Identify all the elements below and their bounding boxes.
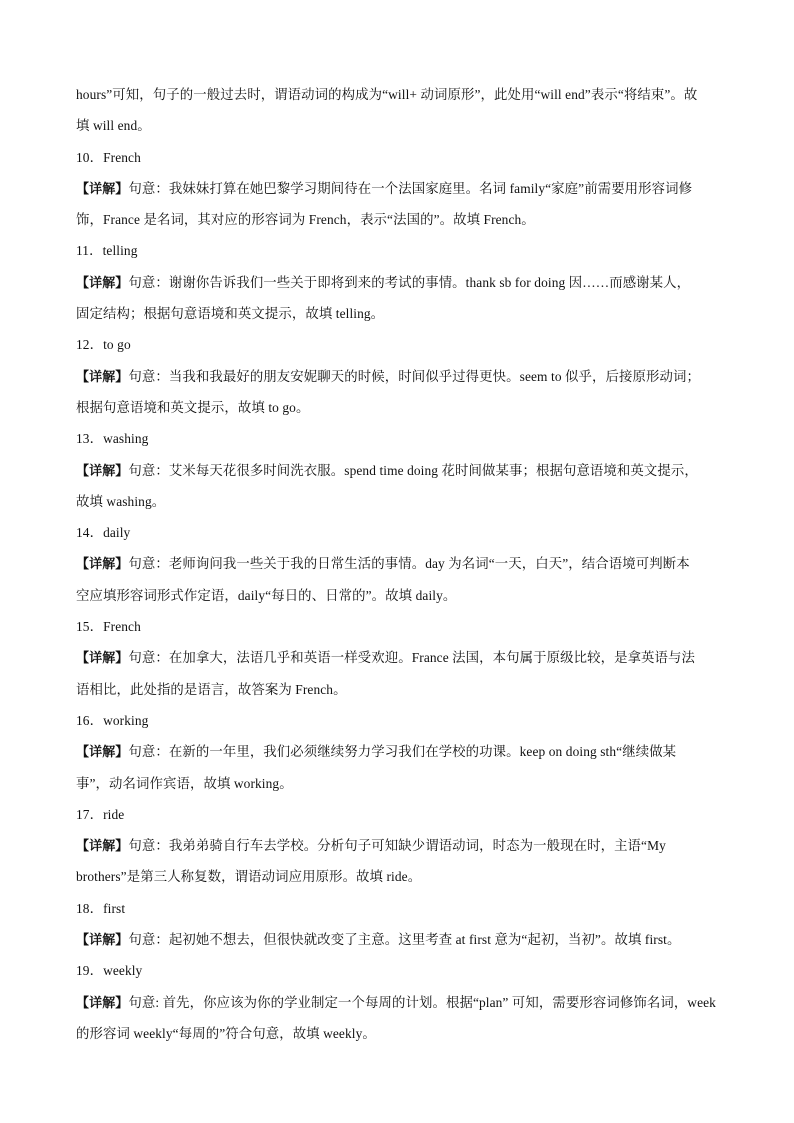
detail-tag: 【详解】 [76, 369, 129, 385]
explanation-15-line-2: 语相比，此处指的是语言，故答案为 French。 [76, 681, 347, 697]
answer-17: 17．ride [76, 806, 125, 822]
explanation-11-line-1 [76, 267, 718, 298]
detail-tag: 【详解】 [76, 463, 129, 479]
explanation-17-line-2: brothers”是第三人称复数，谓语动词应用原形。故填 ride。 [76, 869, 422, 885]
explanation-text: 句意：老师询问我一些关于我的日常生活的事情。day 为名词“一天，白天”，结合语境可判断本 [128, 556, 690, 572]
explanation-12-line-1 [76, 361, 718, 392]
detail-tag: 【详解】 [76, 933, 129, 949]
detail-tag: 【详解】 [76, 181, 129, 197]
answer-explanations [76, 79, 718, 1049]
explanation-14-line-1 [76, 548, 718, 579]
explanation-11-line-2: 固定结构；根据句意语境和英文提示，故填 telling。 [76, 306, 385, 322]
detail-tag: 【详解】 [76, 275, 129, 291]
explanation-text: 句意：艾米每天花很多时间洗衣服。spend time doing 花时间做某事；根据句意语境和英文提示， [128, 462, 698, 478]
explanation-text: 句意: 首先，你应该为你的学业制定一个每周的计划。根据“plan” 可知，需要形容词修饰名词，week [128, 994, 716, 1010]
explanation-text: 句意：起初她不想去，但很快就改变了主意。这里考查 at first 意为“起初，当初”。故填 first。 [128, 932, 681, 948]
explanation-13-line-1 [76, 455, 718, 486]
explanation-12-line-2: 根据句意语境和英文提示，故填 to go。 [76, 399, 310, 415]
answer-12: 12．to go [76, 337, 131, 353]
explanation-text: 句意：在新的一年里，我们必须继续努力学习我们在学校的功课。keep on doing sth“继续做某 [128, 744, 677, 760]
explanation-16-line-1 [76, 736, 718, 767]
detail-tag: 【详解】 [76, 745, 129, 761]
explanation-text: 句意：当我和我最好的朋友安妮聊天的时候，时间似乎过得更快。seem to 似乎，后接原形动词； [128, 368, 700, 384]
detail-tag: 【详解】 [76, 557, 129, 573]
continuation-line-1: hours”可知，句子的一般过去时，谓语动词的构成为“will+ 动词原形”，此处用“will end”表示“将结束”。故 [76, 87, 698, 102]
explanation-13-line-2: 故填 washing。 [76, 493, 166, 509]
answer-10: 10．French [76, 149, 141, 165]
explanation-text: 句意：我弟弟骑自行车去学校。分析句子可知缺少谓语动词，时态为一般现在时，主语“My [128, 838, 666, 854]
continuation-line-2: 填 will end。 [76, 118, 151, 134]
answer-19: 19．weekly [76, 963, 143, 979]
answer-14: 14．daily [76, 525, 131, 541]
explanation-17-line-1 [76, 830, 718, 861]
explanation-text: 句意：我妹妹打算在她巴黎学习期间待在一个法国家庭里。名词 family“家庭”前需要用形容词修 [128, 180, 693, 196]
explanation-text: 句意：谢谢你告诉我们一些关于即将到来的考试的事情。thank sb for doing 因……而感谢某人， [128, 274, 691, 290]
explanation-19-line-1 [76, 987, 718, 1018]
answer-16: 16．working [76, 712, 149, 728]
explanation-18-line-1 [76, 924, 718, 955]
answer-15: 15．French [76, 619, 141, 635]
detail-tag: 【详解】 [76, 651, 129, 667]
answer-18: 18．first [76, 900, 126, 916]
explanation-10-line-1 [76, 173, 718, 204]
detail-tag: 【详解】 [76, 995, 129, 1011]
explanation-text: 句意：在加拿大，法语几乎和英语一样受欢迎。France 法国，本句属于原级比较，是拿英语与法 [128, 650, 696, 666]
explanation-14-line-2: 空应填形容词形式作定语，daily“每日的、日常的”。故填 daily。 [76, 587, 457, 603]
explanation-16-line-2: 事”，动名词作宾语，故填 working。 [76, 775, 293, 791]
explanation-10-line-2: 饰，France 是名词，其对应的形容词为 French，表示“法国的”。故填 French。 [76, 212, 535, 228]
explanation-15-line-1 [76, 642, 718, 673]
answer-13: 13．washing [76, 431, 149, 447]
answer-11: 11．telling [76, 243, 138, 259]
detail-tag: 【详解】 [76, 839, 129, 855]
explanation-19-line-2: 的形容词 weekly“每周的”符合句意，故填 weekly。 [76, 1025, 376, 1041]
